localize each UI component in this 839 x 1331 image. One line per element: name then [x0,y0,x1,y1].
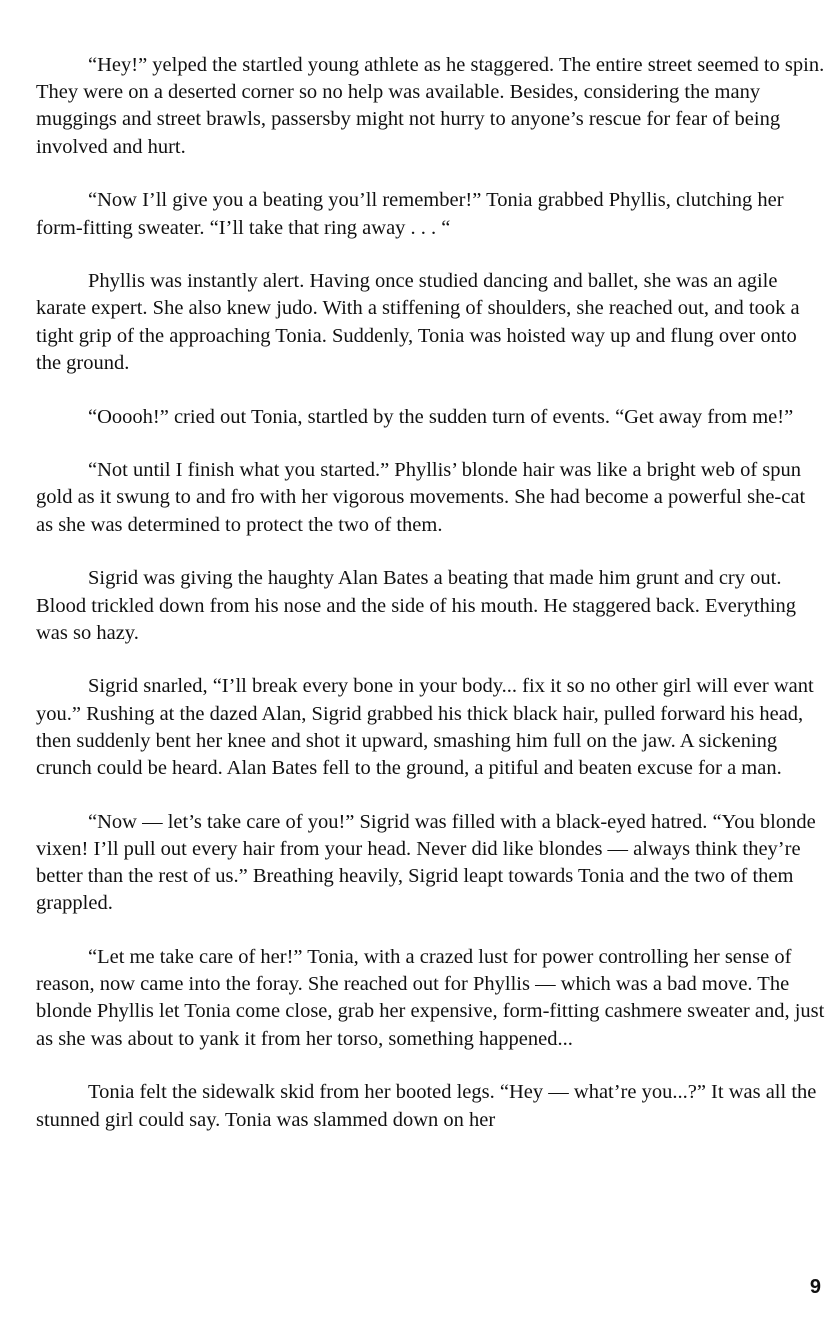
paragraph-8: “Now — let’s take care of you!” Sigrid was filled with a black-eyed hatred. “You blonde vixen! I’ll pull out every hair from your head. Never did like blondes — always think they’re better than the rest of us.” Breathing heavily, Sigrid leapt towards Tonia and the two of them grappled. [36,810,816,915]
paragraph-2: “Now I’ll give you a beating you’ll remember!” Tonia grabbed Phyllis, clutching her form-fitting sweater. “I’ll take that ring away . . . “ [36,189,784,239]
paragraph-1: “Hey!” yelped the startled young athlete as he staggered. The entire street seemed to spin. They were on a deserted corner so no help was available. Besides, considering the many muggings and street brawls, passersby might not hurry to anyone’s rescue for fear of being involved and hurt. [36,54,825,158]
paragraph-7: Sigrid snarled, “I’ll break every bone in your body... fix it so no other girl will ever want you.” Rushing at the dazed Alan, Sigrid grabbed his thick black hair, pulled forward his head, then suddenly bent her knee and shot it upward, smashing him full on the jaw. A sickening crunch could be heard. Alan Bates fell to the ground, a pitiful and beaten excuse for a man. [36,675,814,780]
paragraph-10: Tonia felt the sidewalk skid from her booted legs. “Hey — what’re you...?” It was all the stunned girl could say. Tonia was slammed down on her [36,1081,817,1131]
paragraph-5: “Not until I finish what you started.” Phyllis’ blonde hair was like a bright web of spun gold as it swung to and fro with her vigorous movements. She had become a powerful she-cat as she was determined to protect the two of them. [36,459,806,536]
paragraph-4: “Ooooh!” cried out Tonia, startled by the sudden turn of events. “Get away from me!” [88,405,794,428]
page-number: 9 [809,1276,821,1298]
paragraph-3: Phyllis was instantly alert. Having once studied dancing and ballet, she was an agile karate expert. She also knew judo. With a stiffening of shoulders, she reached out, and took a tight grip of the approaching Tonia. Suddenly, Tonia was hoisted way up and flung over onto the ground. [36,270,800,374]
paragraph-9: “Let me take care of her!” Tonia, with a crazed lust for power controlling her sense of reason, now came into the foray. She reached out for Phyllis — which was a bad move. The blonde Phyllis let Tonia come close, grab her expensive, form-fitting cashmere sweater and, just as she was about to yank it from her torso, something happened... [36,946,825,1050]
paragraph-6: Sigrid was giving the haughty Alan Bates a beating that made him grunt and cry out. Blood trickled down from his nose and the side of his mouth. He staggered back. Everything was so hazy. [36,567,797,644]
page-body [36,52,826,1159]
